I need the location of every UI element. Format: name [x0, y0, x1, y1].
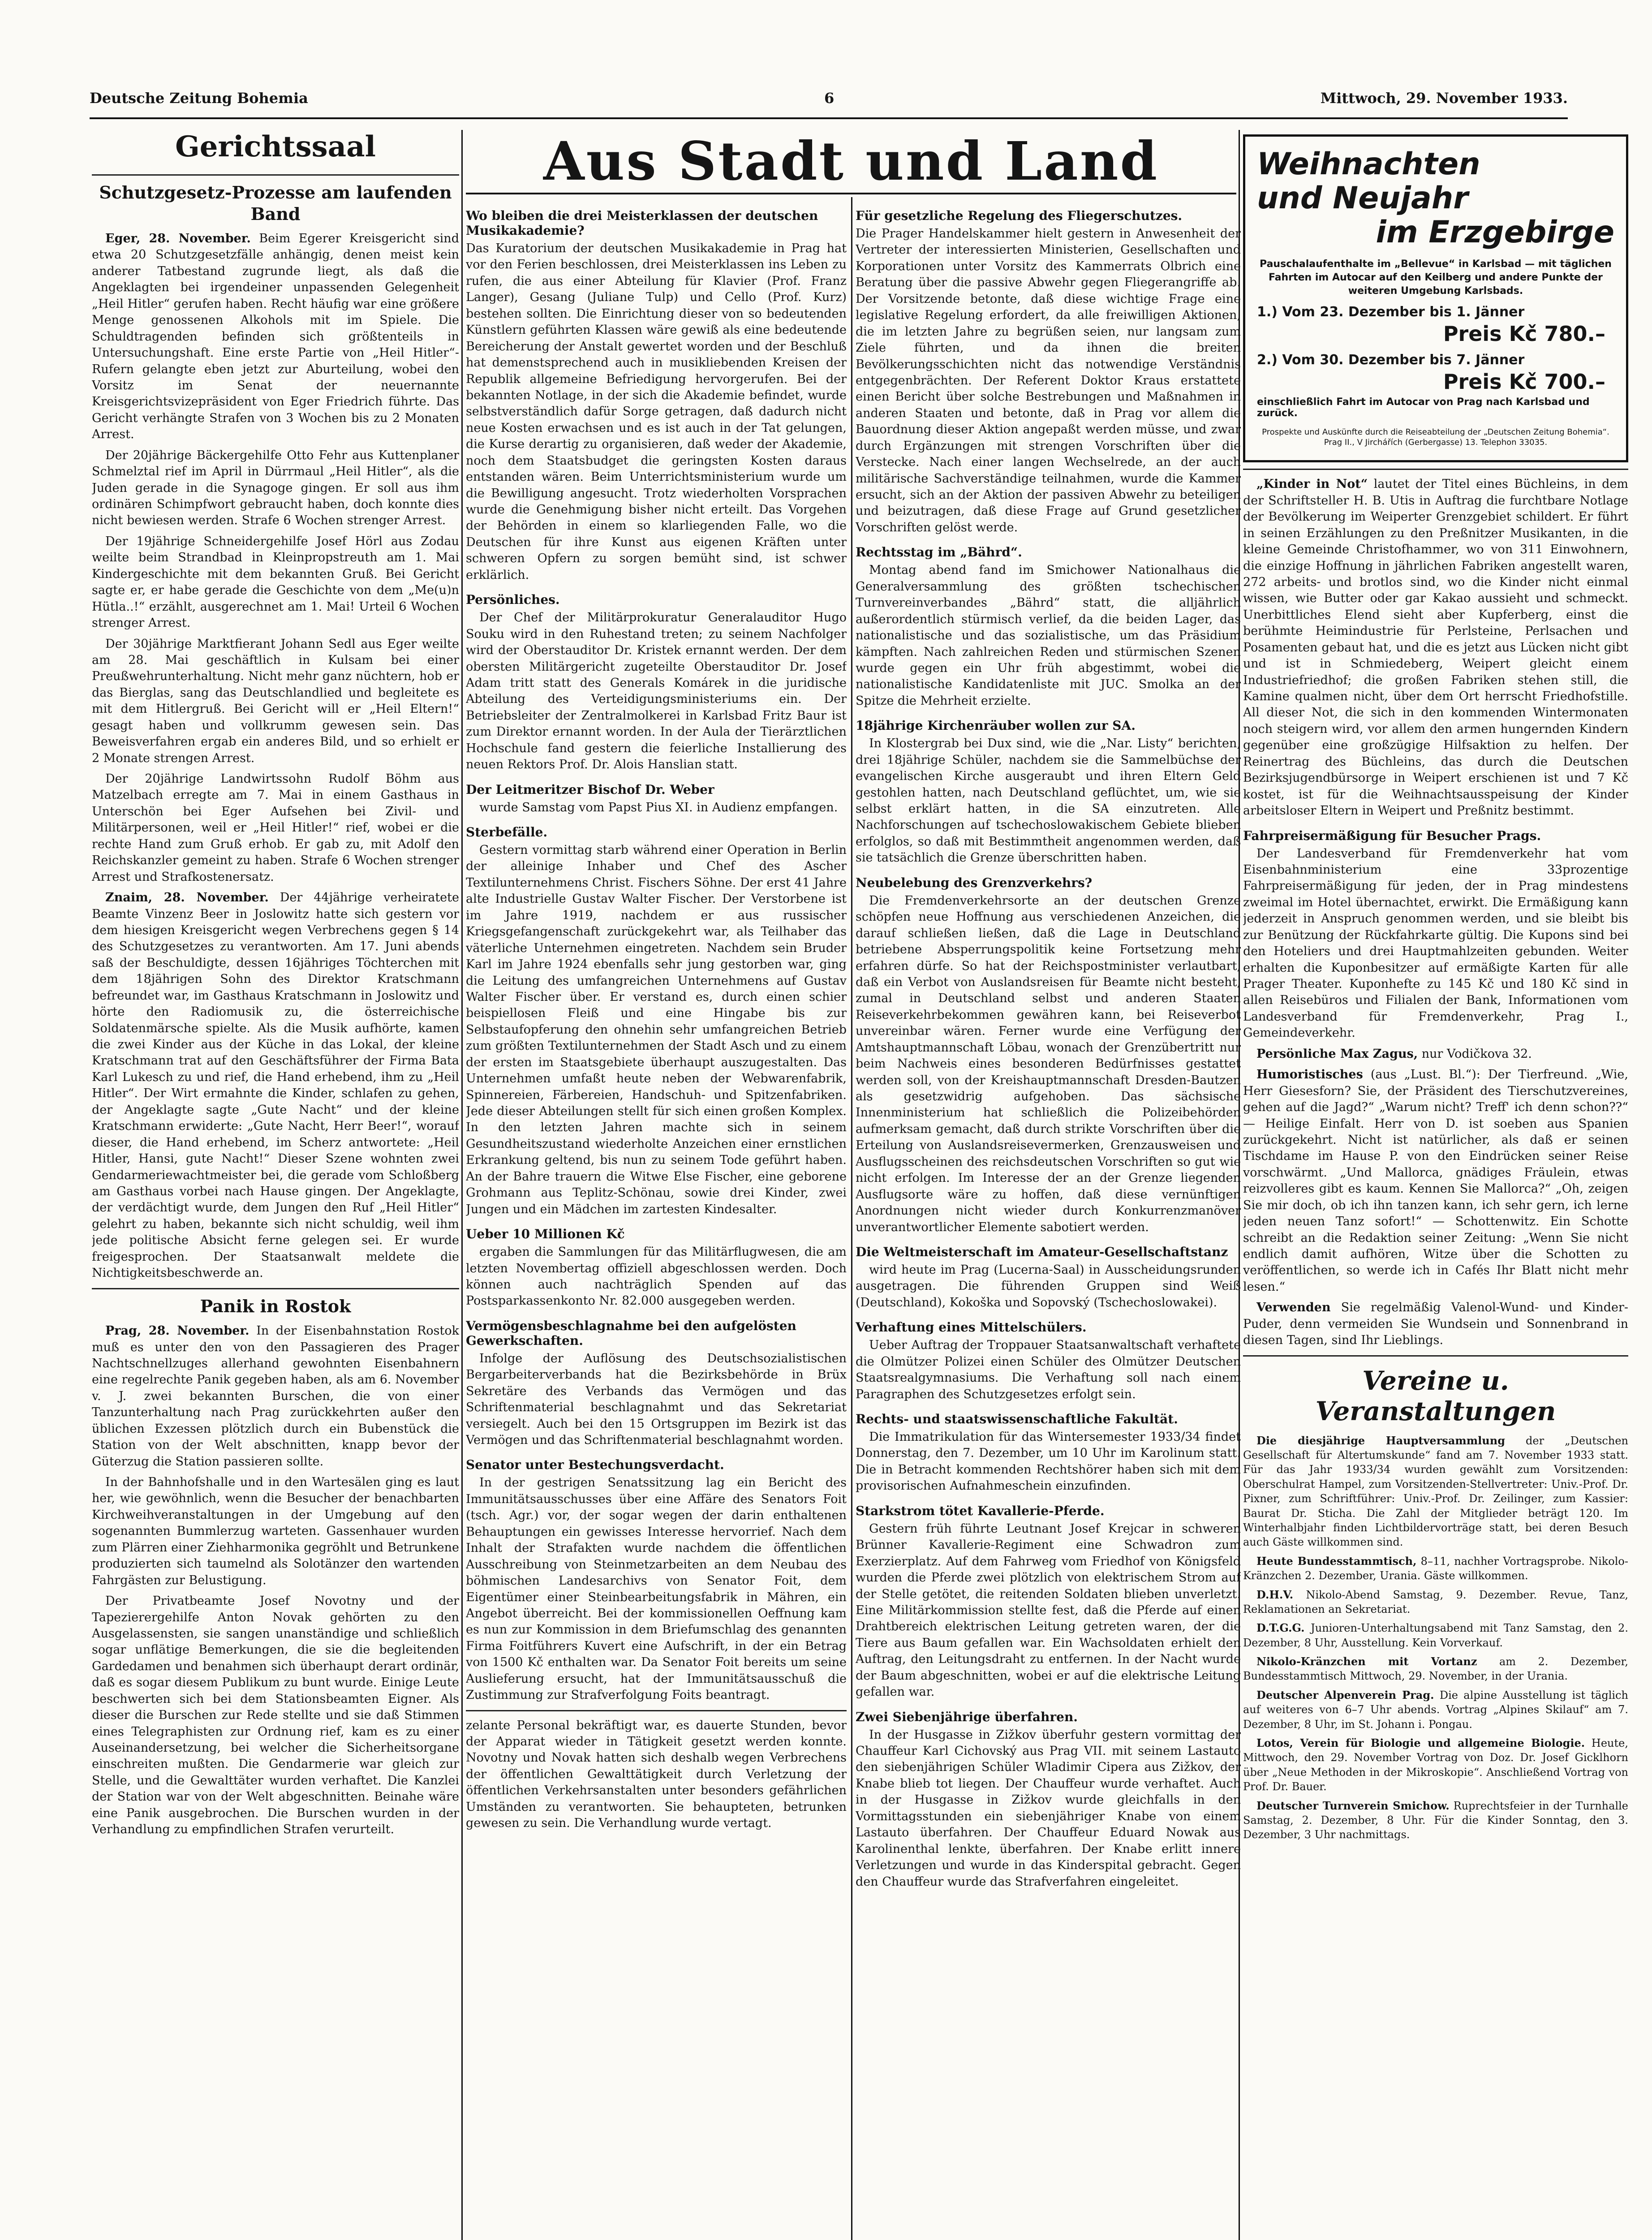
news-text: In Klostergrab bei Dux sind, wie die „Nar. Listy“ berichten, drei 18jährige Schüler, nachdem sie die Sammelbüchse der evangelischen Kirche ausgeraubt und ihren Eltern Geld gestohlen hatten, nach Deutschland geflüchtet, um, wie sie selbst erklärt hatten, in die SA einzutreten. Alle Nachforschungen auf tschechoslowakischem Gebiete blieben erfolglos, so daß mit Bestimmtheit angenommen werden, daß sie tatsächlich die Grenze überschritten haben.: [856, 737, 1241, 865]
news-item: [1243, 1067, 1628, 1295]
paragraph: Der 19jährige Schneidergehilfe Josef Hörl aus Zodau weilte beim Strandbad in Kleinpropstreuth am 1. Mai Kindergeschichte mit dem bekannten Gruß. Bei Gericht sagte er, er habe gerade die Geschichte von dem „Me(u)n Hütla..!“ erzählt, ausgerechnet am 1. Mai! Urteil 6 Wochen strenger Arrest.: [92, 534, 459, 630]
news-head: 18jährige Kirchenräuber wollen zur SA.: [856, 718, 1136, 733]
news-head: „Kinder in Not“: [1256, 477, 1368, 491]
column-stadt-land-1: [466, 199, 847, 2240]
section-title: Gerichtssaal: [175, 130, 376, 164]
dateline: Prag, 28. November.: [105, 1324, 250, 1338]
verein-item: [1243, 1688, 1628, 1732]
column-gerichtssaal: [92, 130, 459, 2240]
news-text: ergaben die Sammlungen für das Militärflugwesen, die am letzten Novembertag offiziell abgeschlossen werden. Doch können auch nachträglich Spenden auf das Postsparkassenkonto Nr. 82.000 ausgegeben werden.: [466, 1245, 847, 1308]
news-item: [466, 782, 847, 816]
news-head: Vermögensbeschlagnahme bei den aufgelösten Gewerkschaften.: [466, 1318, 796, 1348]
dateline: Znaim, 28. November.: [105, 891, 269, 905]
article: [92, 182, 459, 1282]
news-head: Starkstrom tötet Kavallerie-Pferde.: [856, 1503, 1105, 1518]
paragraph: Der 20jährige Landwirtssohn Rudolf Böhm aus Matzelbach erregte am 7. Mai in einem Gasthaus in Unterschön bei Eger Aufsehen bei Zivil- und Militärpersonen, weil er „Heil Hitler!“ rief, wobei er die rechte Hand zum Gruß erhob. Er gab zu, mit Adolf den Reichskanzler gemeint zu haben. Strafe 6 Wochen strenger Arrest und Strafkostenersatz.: [92, 772, 459, 884]
verein-item: [1243, 1736, 1628, 1794]
news-head: Neubelebung des Grenzverkehrs?: [856, 875, 1093, 890]
news-text: Die Prager Handelskammer hielt gestern in Anwesenheit der Vertreter der interessierten Ministerien, Gesellschaften und Korporationen unter Vorsitz des Kammerrats Olbrich eine Beratung über die passive Abwehr gegen Fliegerangriffe ab. Der Vorsitzende betonte, daß diese wichtige Frage eine legislative Regelung erfordert, da alle freiwilligen Aktionen, die im letzten Jahre zu begrüßen seien, nur langsam zum Ziele führten, und da ihnen die breiten Bevölkerungsschichten nicht das notwendige Verständnis entgegenbrächten. Der Referent Doktor Kraus erstattete einen Bericht über solche Bestrebungen und Maßnahmen in anderen Staaten und betonte, daß in Prag vor allem die Bauordnung dieser Aktion angepaßt werden müsse, und zwar durch Ergänzungen mit strengen Vorschriften über die Verstecke. Nach einer langen Wechselrede, an der auch militärische Sachverständige teilnahmen, wurde die Kammer ersucht, sich an der Aktion der passiven Abwehr zu beteiligen und beizutragen, daß diese Frage auf Grund gesetzlicher Vorschriften gelöst werde.: [856, 227, 1241, 534]
verein-list: [1243, 1434, 1628, 1842]
article: [92, 1296, 459, 1838]
news-text: Gestern vormittag starb während einer Operation in Berlin der alleinige Inhaber und Chef des Ascher Textilunternehmens Christ. Fischers Söhne. Der erst 41 Jahre alte Industrielle Gustav Walter Fischer. Der Verstorbene ist im Jahre 1919, nachdem er aus russischer Kriegsgefangenschaft zurückgekehrt war, als Teilhaber das väterliche Unternehmen eingetreten. Nachdem sein Bruder Karl im Jahre 1924 ebenfalls sehr jung gestorben war, ging die Leitung des umfangreichen Unternehmens auf Gustav Walter Fischer über. Er verstand es, durch einen schier beispiellosen Fleiß und eine Hingabe bis zur Selbstaufopferung den ohnehin sehr umfangreichen Betrieb zum größten Textilunternehmen der Stadt Asch und zu einem der ersten im Staatsgebiete überhaupt auszugestalten. Das Unternehmen umfaßt heute neben der Webwarenfabrik, Spinnereien, Färbereien, Handschuh- und Spitzenfabriken. Jede dieser Abteilungen stellt für sich einen großen Komplex. In den letzten Jahren machte sich in seinem Gesundheitszustand wiederholte Anzeichen einer ernstlichen Erkrankung geltend, bis nun zu seinem Tode geführt haben. An der Bahre trauern die Witwe Else Fischer, eine geborene Grohmann aus Teplitz-Schönau, sowie drei Kinder, zwei Jungen und ein Mädchen im zartesten Kindesalter.: [466, 843, 847, 1216]
news-item: [856, 1245, 1241, 1311]
title-rule: [466, 193, 1236, 194]
paragraph: Der 20jährige Bäckergehilfe Otto Fehr aus Kuttenplaner Schmelztal rief im April in Dürrmaul „Heil Hitler“, als die Juden gerade in die Synagoge gingen. Er soll aus ihm ordinären Schimpfwort gebraucht haben, doch konnte dies nicht bewiesen werden. Strafe 6 Wochen strenger Arrest.: [92, 448, 459, 528]
news-text: In der Husgasse in Zižkov überfuhr gestern vormittag der Chauffeur Karl Cichovský aus Prag VII. mit seinem Lastauto den siebenjährigen Schüler Wladimir Cipera aus Zižkov, der Knabe blieb tot liegen. Der Chauffeur wurde verhaftet. Auch in der Husgasse in Zižkov wurde gleichfalls in den Vormittagsstunden ein siebenjähriger Knabe von einem Lastauto überfahren. Der Chauffeur Eduard Nowak aus Karolinenthal lenkte, überfahren. Der Knabe erlitt innere Verletzungen und wurde in das Kinderspital gebracht. Gegen den Chauffeur wurde das Strafverfahren eingeleitet.: [856, 1727, 1241, 1889]
ad-headline: im Erzgebirge: [1376, 215, 1614, 250]
paragraph-text: Beim Egerer Kreisgericht sind etwa 20 Schutzgesetzfälle anhängig, denen meist kein anderer Tatbestand zugrunde liegt, als daß die Angeklagten bei irgendeiner unpassenden Gelegenheit „Heil Hitler“ gerufen haben. Recht häufig war eine größere Menge genossenen Alkohols mit im Spiele. Die Schuldtragenden befinden sich größtenteils in Untersuchungshaft. Eine erste Partie von „Heil Hitler“-Rufern gelangte eben jetzt zur Aburteilung, wobei den Vorsitz im Senat der neuernannte Kreisgerichtsvizepräsident von Eger Friedrich führte. Das Gericht verhängte Strafen von 3 Wochen bis zu 2 Monaten Arrest.: [92, 232, 459, 442]
news-text: Die Immatrikulation für das Wintersemester 1933/34 findet Donnerstag, den 7. Dezember, um 10 Uhr im Karolinum statt. Die in Betracht kommenden Rechtshörer haben sich mit dem provisorischen Aufnahmeschein einzufinden.: [856, 1430, 1241, 1493]
verein-text: am 2. Dezember, Bundesstammtisch Mittwoch, 29. November, in der Urania.: [1243, 1655, 1628, 1683]
news-item: [856, 1710, 1241, 1890]
divider: [1243, 1355, 1628, 1357]
masthead: [90, 85, 1568, 112]
news-item: [1243, 1300, 1628, 1348]
ad-headline: Weihnachten: [1257, 146, 1480, 182]
paragraph-text: In der Eisenbahnstation Rostok muß es unter den von den Passagieren des Prager Nachtschnellzuges allerhand gewohnten Eisenbahnern eine regelrechte Panik gegeben haben, als am 6. November v. J. zwei bekannten Burschen, die von einer Tanzunterhaltung nach Prag zurückkehrten außer den üblichen Exzessen plötzlich durch ein Bubenstück die Station von der Welt abschnitten, knapp bevor der Güterzug die Station passieren sollte.: [92, 1324, 459, 1469]
paragraph-text: Der 44jährige verheiratete Beamte Vinzenz Beer in Joslowitz hatte sich gestern vor dem hiesigen Kreisgericht wegen Verbrechens gegen § 14 des Schutzgesetzes zu verantworten. Am 17. Juni abends saß der Beschuldigte, dessen 16jähriges Töchterchen mit dem 18jährigen Sohn des Direktor Kratschmann befreundet war, im Gasthaus Kratschmann in Joslowitz und hörte den Radiomusik zu, die österreichische Soldatenmärsche spielte. Als die Musik aufhörte, kamen die zwei Kinder aus der Küche in das Lokal, der kleine Kratschmann trat auf den Geschäftsführer der Firma Bata Karl Lukesch zu und rief, die Hand erhebend, ihm zu „Heil Hitler“. Der Wirt ermahnte die Kinder, schlafen zu gehen, der Angeklagte sagte „Gute Nacht“ und der kleine Kratschmann erwiderte: „Gute Nacht, Herr Beer!“, worauf dieser, die Hand erhebend, im Scherz antwortete: „Heil Hitler, Hansi, gute Nacht!“ Dieser Szene wohnten zwei Gendarmeriewachtmeister bei, die gerade vom Schloßberg am Gasthaus vorbei nach Hause gingen. Der Angeklagte, der verdächtigt wurde, dem Jungen den Ruf „Heil Hitler“ gelehrt zu haben, bekannte sich nicht schuldig, weil ihm jede politische Absicht ferne gelegen sei. Er wurde freigesprochen. Der Staatsanwalt meldete die Nichtigkeitsbeschwerde an.: [92, 891, 459, 1280]
verein-head: Die diesjährige Hauptversammlung: [1256, 1434, 1505, 1447]
section-title-vereine: Vereine u. Veranstaltungen: [1315, 1365, 1556, 1426]
ad-intro: Pauschalaufenthalte im „Bellevue“ in Karlsbad — mit täglichen Fahrten im Autocar auf den Keilberg und andere Punkte der weiteren Umgebung Karlsbads.: [1260, 258, 1612, 297]
news-head: Humoristisches: [1256, 1068, 1363, 1082]
page-number: 6: [824, 90, 835, 107]
divider: [92, 1288, 459, 1289]
news-text: Infolge der Auflösung des Deutschsozialistischen Bergarbeiterverbands hat die Bezirksbehörde in Brüx Sekretäre des Verbands das Vermögen und das Schriftenmaterial beschlagnahmt und das Sekretariat versiegelt. Auch bei den 15 Ortsgruppen im Bezirk ist das Vermögen und das Schriftenmaterial beschlagnahmt worden.: [466, 1351, 847, 1447]
paragraph: In der Bahnhofshalle und in den Wartesälen ging es laut her, wie gewöhnlich, wenn die Besucher der benachbarten Kirchweihveranstaltungen in der Umgebung auf den sogenannten Bummlerzug warteten. Gassenhauer wurden zum Plärren einer Ziehharmonika gegröhlt und Betrunkene produzierten sich taumelnd als Solotänzer den wartenden Fahrgästen zur Belustigung.: [92, 1475, 459, 1587]
verein-head: Nikolo-Kränzchen mit Vortanz: [1256, 1655, 1477, 1668]
news-text: Der Landesverband für Fremdenverkehr hat vom Eisenbahnministerium eine 33prozentige Fahrpreisermäßigung für jeden, der in Prag mindestens zweimal im Hotel übernachtet, erwirkt. Die Ermäßigung kann jederzeit in Anspruch genommen werden, und sie bleibt bis zur Benützung der Rückfahrkarte gültig. Die Kupons sind bei den Hoteliers und drei Hauptmahlzeiten gebunden. Weiter erhalten die Kuponbesitzer auf ermäßigte Karten für alle Prager Theater. Kuponhefte zu 145 Kč und 180 Kč sind in allen Reisebüros und Filialen der Bank, Informationen vom Landesverband für Fremdenverkehr, Prag I., Gemeindeverkehr.: [1243, 846, 1628, 1040]
paragraph: [92, 890, 459, 1282]
news-item: [856, 1412, 1241, 1495]
news-text: Ueber Auftrag der Troppauer Staatsanwaltschaft verhaftete die Olmützer Polizei einen Schüler des Olmützer Deutschen Staatsrealgymnasiums. Die Verhaftung soll nach einem Paragraphen des Schutzgesetzes erfolgt sein.: [856, 1338, 1241, 1401]
news-text: wird heute im Prag (Lucerna-Saal) in Ausscheidungsrunden ausgetragen. Die führenden Gruppen sind Weiß (Deutschland), Kokoška und Sopovský (Tschechoslowakei).: [856, 1262, 1241, 1310]
news-item: [466, 1227, 847, 1310]
column-divider: [461, 130, 463, 2240]
news-item: [466, 825, 847, 1218]
verein-text: Die alpine Ausstellung ist täglich auf weiteres von 6–7 Uhr abends. Vortrag „Alpines Skilauf“ am 7. Dezember, 8 Uhr, im St. Johann i. Pongau.: [1243, 1689, 1628, 1731]
section-heading-main: Aus Stadt und Land: [543, 130, 1159, 192]
verein-head: Deutscher Alpenverein Prag.: [1256, 1688, 1434, 1702]
news-head: Senator unter Bestechungsverdacht.: [466, 1457, 724, 1473]
dateline: Eger, 28. November.: [105, 232, 251, 246]
news-head: Die Weltmeisterschaft im Amateur-Gesellschaftstanz: [856, 1244, 1228, 1259]
news-head: Zwei Siebenjährige überfahren.: [856, 1709, 1078, 1724]
news-text: Gestern früh führte Leutnant Josef Krejcar in schweren Brünner Kavallerie-Regiment eine Schwadron zum Exerzierplatz. Auf dem Fahrweg vom Friedhof von Königsfeld wurden die Pferde zwei plötzlich von elektrischem Strom auf der Stelle getötet, die reitenden Soldaten blieben unverletzt. Eine Militärkommission stellte fest, daß die Pferde auf einen Drahtbereich elektrischen Leitung getreten waren, der die Tiere aus Baum gefallen war. Ein Wachsoldaten erhielt den Auftrag, den Leitungsdraht zu entfernen. In der Nacht wurde der Baum abgeschnitten, wobei er auf die elektrische Leitung gefallen war.: [856, 1521, 1241, 1699]
news-head: Für gesetzliche Regelung des Fliegerschutzes.: [856, 208, 1183, 223]
news-item: [1243, 476, 1628, 819]
paragraph: [92, 231, 459, 443]
ad-offer: 1.) Vom 23. Dezember bis 1. Jänner: [1257, 304, 1525, 320]
news-item: [466, 1318, 847, 1449]
news-text: Die Fremdenverkehrsorte an der deutschen Grenze schöpfen neue Hoffnung aus verschiedenen Anzeichen, die darauf schließen ließen, daß die Lage in Deutschland betriebene Absperrungspolitik keine Fortsetzung mehr erfahren dürfe. So hat der Reichspostminister verlautbart, daß ein Verbot von Auslandsreisen für Beamte nicht besteht, zumal in Deutschland selbst und anderen Staaten Reiseverkehrbekommen gewähren kann, bei Reiseverbot unvereinbar wären. Ferner wurde eine Verfügung der Amtshauptmannschaft Löbau, wonach der Grenzübertritt nur beim Nachweis eines besonderen Bedürfnisses gestattet werden soll, von der Kreishauptmannschaft Dresden-Bautzen als gesetzwidrig aufgehoben. Das sächsische Innenministerium hat schließlich die Polizeibehörden aufmerksam gemacht, daß durch strikte Vorschriften über die Erteilung von Auslandsreisevermerken, Grenzausweisen und Ausflugsscheinen des reichsdeutschen Vorschriften so gut wie nicht erfolgen. Im Interesse der an der Grenze liegenden Ausflugsorte wäre zu hoffen, daß diese vernünftigen Anordnungen nicht wieder durch Konkurrenzmanöver unverantwortlicher Elemente sabotiert werden.: [856, 893, 1241, 1234]
news-text: wurde Samstag vom Papst Pius XI. in Audienz empfangen.: [479, 800, 838, 814]
news-head: Fahrpreisermäßigung für Besucher Prags.: [1243, 828, 1541, 843]
ad-contact: Prospekte und Auskünfte durch die Reiseabteilung der „Deutschen Zeitung Bohemia“. Prag II., V Jirchářích (Gerbergasse) 13. Telephon 33035.: [1262, 427, 1609, 447]
ad-headline: und Neujahr: [1257, 181, 1468, 216]
news-body: nur Vodičkova 32.: [1421, 1047, 1532, 1061]
column-right: [1243, 134, 1628, 2240]
news-item: [466, 208, 847, 583]
verein-text: Junioren-Unterhaltungsabend mit Tanz Samstag, den 2. Dezember, 8 Uhr, Ausstellung. Kein Vorverkauf.: [1243, 1622, 1628, 1649]
divider: [92, 174, 459, 176]
verein-item: [1243, 1554, 1628, 1583]
news-body: lautet der Titel eines Büchleins, in dem der Schriftsteller H. B. Utis in Auftrag die furchtbare Notlage der Bevölkerung im Weiperter Grenzgebiet schildert. Er führt in seinen Erzählungen zu den Preßnitzer Musikanten, in die kleine Gemeinde Christofhammer, wo von 311 Einwohnern, die einzige Hoffnung in jährlichen Fabriken angestellt waren, 272 arbeits- und brotlos sind, wo die Kinder nicht einmal wissen, wie Butter oder gar Kakao aussieht und schmeckt. Unerbittliches Elend sieht aber Kupferberg, einst die berühmte Heimindustrie für Perlsteine, Perlsachen und Posamenten gebaut hat, und die es jetzt aus Lücken nicht gibt und ist in Schmiedeberg, Weipert gleicht einem Industriefriedhof; die großen Fabriken stehen still, die Kamine qualmen nicht, über dem Ort herrscht Friedhofstille. All dieser Not, die sich in den kommenden Wintermonaten noch steigern wird, vor allem den armen hungernden Kindern gegenüber eine großzügige Hilfsaktion zu helfen. Der Reinertrag des Büchleins, das durch die Deutschen Bezirksjugendbürsorge in Weipert erschienen ist und 7 Kč kostet, ist für die Weihnachtsausspeisung der Kinder arbeitsloser Eltern in Weipert und Preßnitz bestimmt.: [1243, 477, 1628, 818]
news-item: [466, 592, 847, 773]
masthead-rule: [90, 117, 1568, 119]
column-divider: [851, 197, 852, 2240]
news-text: [1243, 1046, 1628, 1062]
news-head: Der Leitmeritzer Bischof Dr. Weber: [466, 782, 714, 797]
news-text: Der Chef der Militärprokuratur Generalauditor Hugo Souku wird in den Ruhestand treten; zu seinem Nachfolger wird der Oberstauditor Dr. Kristek ernannt werden. Der dem obersten Militärgericht zugeteilte Oberstauditor Dr. Josef Adam tritt statt des Generals Komárek in die juridische Abteilung des Verteidigungsministeriums ein. Der Betriebsleiter der Zentralmolkerei in Karlsbad Fritz Baur ist zum Direktor ernannt worden. In der Aula der Tierärztlichen Hochschule fand gestern die feierliche Installierung des neuen Rektors Prof. Dr. Alois Hanslian statt.: [466, 611, 847, 772]
news-head: Verhaftung eines Mittelschülers.: [856, 1320, 1087, 1335]
verein-item: [1243, 1621, 1628, 1650]
paragraph: Der Privatbeamte Josef Novotny und der Tapezierergehilfe Anton Novak gehörten zu den Ausgelassensten, sie sangen unanständige und schließlich sogar unflätige Bemerkungen, die sie die begleitenden Gardedamen und benahmen sich überhaupt derart ordinär, daß es sogar diesem Publikum zu bunt wurde. Einige Leute beschwerten sich bei dem Stationsbeamten Eigner. Als dieser die Burschen zur Rede stellte und sie daß Stimmen eines Telegraphisten zur Ordnung rief, kam es zu einer Auseinandersetzung, bei welcher die Sicherheitsorgane einschreiten mußten. Die Gendarmerie war gleich zur Stelle, und die Gewalttäter wurden verhaftet. Die Kanzlei der Station war von der Welt abgeschnitten. Beinahe wäre eine Panik ausgebrochen. Die Burschen wurden in der Verhandlung zu empfindlichen Strafen verurteilt.: [92, 1594, 459, 1837]
verein-item: [1243, 1434, 1628, 1550]
advertisement-box: [1243, 134, 1628, 462]
ad-price: Preis Kč 700.–: [1443, 369, 1605, 394]
news-item: [856, 718, 1241, 866]
news-head: Persönliche Max Zagus,: [1256, 1047, 1418, 1061]
paragraph: Der 30jährige Marktfierant Johann Sedl aus Eger weilte am 28. Mai geschäftlich in Kulsam bei einer Preußwehrunterhaltung. Nicht mehr ganz nüchtern, hob er das Bierglas, sang das Deutschlandlied und begleitete es mit dem Hitlergruß. Bei Gericht will er „Heil Eltern!“ gesagt haben und vollkrumm gewesen sein. Das Beweisverfahren ergab ein anderes Bild, und so erhielt er 2 Monate strengen Arrest.: [92, 637, 459, 765]
verein-head: Heute Bundesstammtisch,: [1256, 1554, 1417, 1568]
news-head: Sterbefälle.: [466, 825, 548, 840]
news-text: [1243, 476, 1628, 819]
news-text: In der gestrigen Senatssitzung lag ein Bericht des Immunitätsausschusses über eine Affäre des Senators Foit (tsch. Agr.) vor, der sogar wegen der darin enthaltenen Behauptungen ein gewisses Interesse hervorrief. Nach dem Inhalt der Strafakten wurde nachdem die öffentlichen Ausschreibung von Steinmetzarbeiten an dem Neubau des böhmischen Landesarchivs von Senator Foit, dem Eigentümer einer Steinbearbeitungsfabrik in Mähren, ein Angebot überreicht. Bei der kommissionellen Oeffnung kam es nun zur Kommission in dem Briefumschlag des genannten Firma Foitführers Kuvert eine Aufschrift, in der ein Betrag von 1500 Kč enthalten war. Da Senator Foit bereits um seine Auslieferung ersucht, hat der Immunitätsausschuß die Zustimmung zur Strafverfolgung Foits beantragt.: [466, 1476, 847, 1702]
verein-text: Ruprechtsfeier in der Turnhalle Samstag, 2. Dezember, 8 Uhr. Für die Kinder Sonntag, den 3. Dezember, 3 Uhr nachmittags.: [1243, 1799, 1628, 1841]
article-title: Schutzgesetz-Prozesse am laufenden Band: [99, 182, 452, 224]
news-body: (aus „Lust. Bl.“): Der Tierfreund. „Wie, Herr Giesesforn? Sie, der Präsident des Tierschutzvereines, gehen auf die Jagd?“ „Warum nicht? Treff' ich denn schon??“ — Heilige Einfalt. Herr von D. ist soeben aus Spanien zurückgekehrt. Nicht ist natürlicher, als daß er seinen Tischdame im Hause P. von den Eindrücken seiner Reise vorschwärmt. „Und Mallorca, gnädiges Fräulein, etwas reizvolleres gibt es kaum. Kennen Sie Mallorca?“ „Oh, zeigen Sie mir doch, ob ich ihn tanzen kann, ich sehr gern, ich lerne jeden neuen Tanz sofort!“ — Schottenwitz. Ein Schotte schreibt an die Redaktion seiner Zeitung: „Wenn Sie nicht endlich damit aufhören, Witze über die Schotten zu veröffentlichen, so werde ich in Cafés Ihr Blatt nicht mehr lesen.“: [1243, 1068, 1628, 1294]
paragraph: [92, 1323, 459, 1470]
news-item: [856, 875, 1241, 1236]
verein-item: [1243, 1588, 1628, 1617]
continuation-text: zelante Personal bekräftigt war, es dauerte Stunden, bevor der Apparat wieder in Tätigkeit gesetzt werden konnte. Novotny und Novak hatten sich deshalb wegen Verbrechens der öffentlichen Gewalttätigkeit durch Verletzung der öffentlichen Verkehrsanstalten unter besonders gefährlichen Umständen zu verantworten. Sie behaupteten, betrunken gewesen zu sein. Die Verhandlung wurde vertagt.: [466, 1718, 847, 1831]
news-item: [856, 1503, 1241, 1701]
news-head: Persönliches.: [466, 592, 560, 607]
news-item: [856, 1320, 1241, 1403]
column-stadt-land-2: [856, 199, 1241, 2240]
verein-head: Lotos, Verein für Biologie und allgemeine Biologie.: [1256, 1736, 1585, 1750]
news-item: [856, 545, 1241, 709]
news-text: Das Kuratorium der deutschen Musikakademie in Prag hat vor den Ferien beschlossen, drei Meisterklassen ins Leben zu rufen, die aus einer Abteilung für Klavier (Prof. Franz Langer), Gesang (Juliane Tulp) und Cello (Prof. Kurz) bestehen sollten. Die Einrichtung dieser von so bedeutenden Künstlern geführten Klassen wäre gewiß als eine bedeutende Bereicherung der Anstalt gewertet worden und der Beschluß hat demenstsprechend auch in musikliebenden Kreisen der Republik allgemeine Befriedigung hervorgerufen. Bei der bekannten Notlage, in der sich die Akademie befindet, wurde selbstverständlich dafür Sorge getragen, daß dadurch nicht neue Kosten erwachsen und es ist auch in der Tat gelungen, die Kurse derartig zu organisieren, daß weder der Akademie, noch dem Staatsbudget die geringsten Kosten daraus entstanden wären. Beim Unterrichtsministerium wurde um die Bewilligung angesucht. Trotz wiederholten Vorsprachen wurde die Genehmigung bisher nicht erteilt. Das Vorgehen der Behörden in einem so klarliegenden Falle, wo die Deutschen für ihre Kunst aus eigenen Kräften unter schweren Opfern zu sorgen bemüht sind, ist schwer erklärlich.: [466, 241, 847, 582]
news-head: Rechts- und staatswissenschaftliche Fakultät.: [856, 1412, 1178, 1426]
article-title: Panik in Rostok: [200, 1296, 351, 1316]
news-head: Rechtsstag im „Bährd“.: [856, 545, 1022, 560]
ad-offer: 2.) Vom 30. Dezember bis 7. Jänner: [1257, 352, 1525, 368]
verein-text: Heute, Mittwoch, den 29. November Vortrag von Doz. Dr. Josef Gicklhorn über „Neue Methoden in der Mikroskopie“. Anschließend Vortrag von Prof. Dr. Bauer.: [1243, 1737, 1628, 1793]
news-text: [1243, 1300, 1628, 1348]
verein-item: [1243, 1799, 1628, 1842]
divider: [1243, 469, 1628, 470]
news-item: [1243, 1046, 1628, 1062]
verein-head: D.T.G.G.: [1256, 1621, 1305, 1635]
news-item: [1243, 828, 1628, 1042]
verein-text: der „Deutschen Gesellschaft für Altertumskunde“ fand am 7. November 1933 statt. Für das Jahr 1933/34 wurden gewählt zum Vorsitzenden: Oberschulrat Hampel, zum Vorsitzenden-Stellvertreter: Univ.-Prof. Dr. Pixner, zum Schriftführer: Univ.-Prof. Dr. Zeilinger, zum Kassier: Baurat Dr. Sticha. Die Zahl der Mitglieder beträgt 120. Im Winterhalbjahr finden Lichtbildervorträge statt, bei deren Besuch auch Gäste willkommen sind.: [1243, 1434, 1628, 1549]
news-head: Wo bleiben die drei Meisterklassen der deutschen Musikakademie?: [466, 208, 818, 238]
divider: [466, 1710, 847, 1711]
verein-head: Deutscher Turnverein Smichow.: [1256, 1799, 1450, 1812]
ad-note: einschließlich Fahrt im Autocar von Prag nach Karlsbad und zurück.: [1257, 396, 1590, 419]
news-text: [1243, 1067, 1628, 1295]
news-head: Verwenden: [1256, 1301, 1331, 1315]
verein-item: [1243, 1654, 1628, 1684]
verein-text: 8–11, nachher Vortragsprobe. Nikolo-Kränzchen 2. Dezember, Urania. Gäste willkommen.: [1243, 1555, 1628, 1582]
news-item: [466, 1457, 847, 1703]
verein-head: D.H.V.: [1256, 1588, 1294, 1601]
paper-name: Deutsche Zeitung Bohemia: [90, 90, 308, 107]
issue-date: Mittwoch, 29. November 1933.: [1320, 90, 1568, 107]
news-head: Ueber 10 Millionen Kč: [466, 1227, 625, 1242]
verein-text: Nikolo-Abend Samstag, 9. Dezember. Revue, Tanz, Reklamationen an Sekretariat.: [1243, 1588, 1628, 1615]
news-body: Sie regelmäßig Valenol-Wund- und Kinder-Puder, denn vermeiden Sie Wundsein und Sonnenbrand in diesen Tagen, sind Ihr Lieblings.: [1243, 1301, 1628, 1348]
ad-price: Preis Kč 780.–: [1443, 321, 1605, 346]
news-text: Montag abend fand im Smichower Nationalhaus die Generalversammlung des größten tschechischen Turnvereinverbandes „Bährd“ statt, die alljährlich außerordentlich stürmisch verlief, da die beiden Lager, das nationalistische und das sozialistische, um das Präsidium kämpften. Nach zahlreichen Reden und stürmischen Szenen wurde gegen ein Uhr früh abgestimmt, wobei die nationalistische Kandidatenliste mit JUC. Smolka an der Spitze die Mehrheit erzielte.: [856, 563, 1241, 708]
news-item: [856, 208, 1241, 536]
